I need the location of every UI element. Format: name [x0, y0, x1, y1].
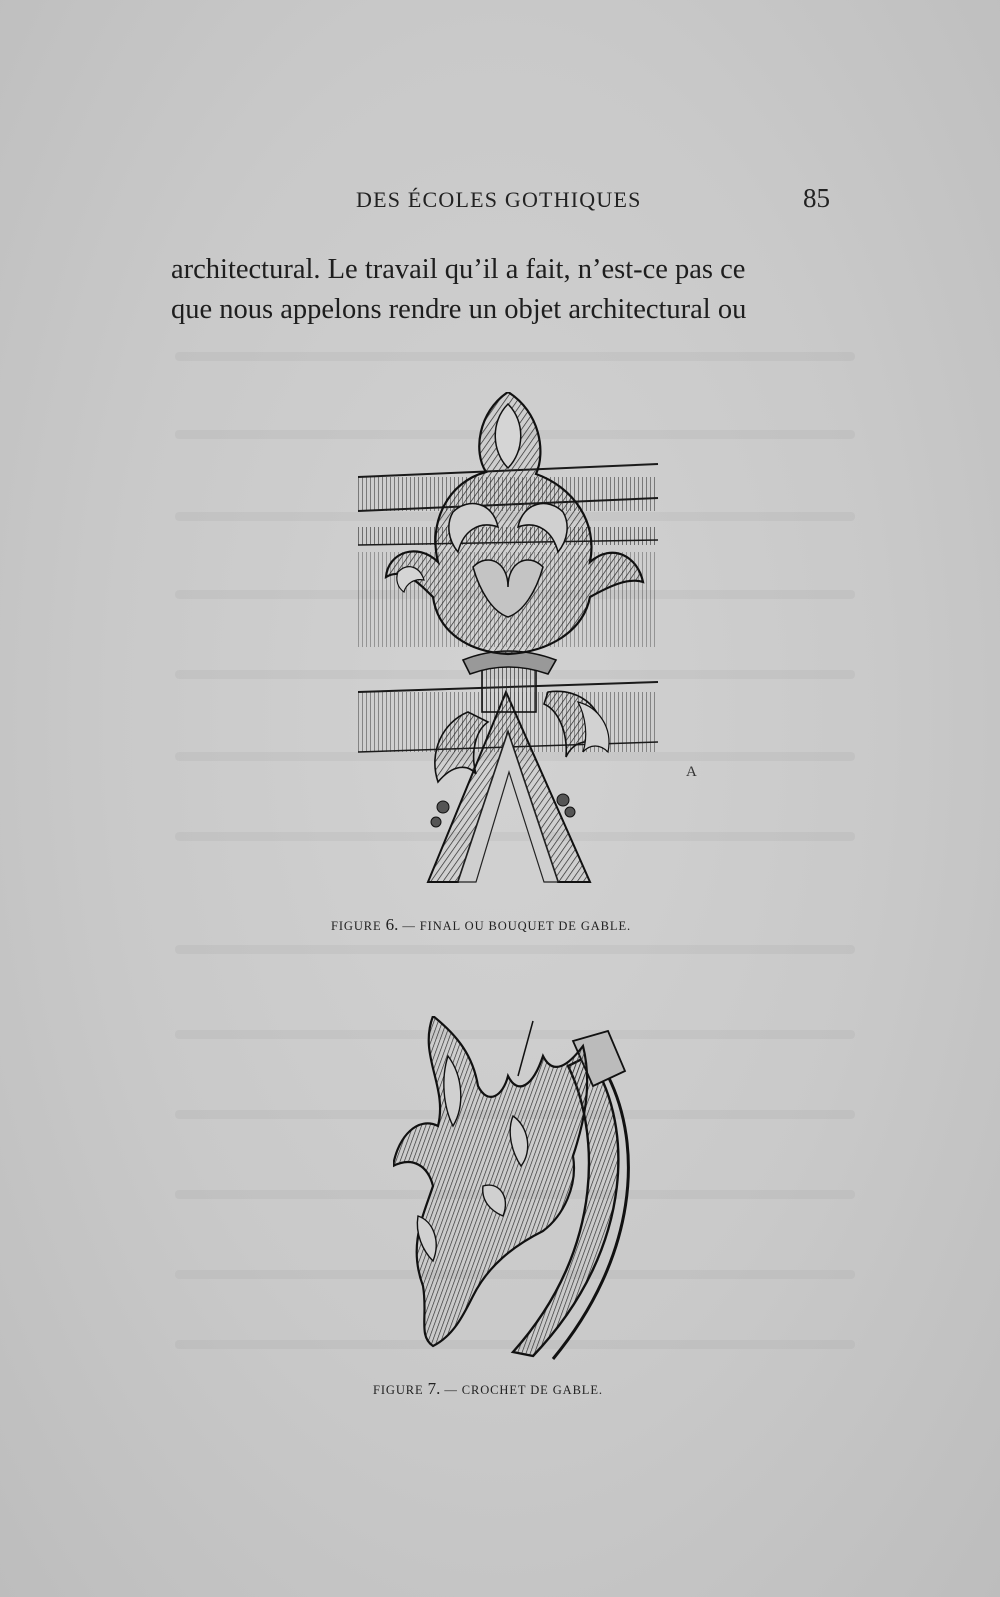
text-line: que nous appelons rendre un objet architectural ou — [171, 294, 747, 325]
caption-label: FIGURE — [331, 919, 382, 933]
bleed-through-line — [175, 352, 855, 361]
figure-7-caption — [373, 1379, 603, 1399]
caption-number: 6. — [385, 915, 399, 934]
text-line: architectural. Le travail qu’il a fait, n’est-ce pas ce — [171, 254, 746, 285]
finial-engraving — [358, 392, 670, 892]
page-number: 85 — [803, 183, 830, 213]
figure-6-caption — [331, 915, 631, 935]
running-head — [170, 183, 840, 219]
caption-text: — CROCHET DE GABLE. — [444, 1383, 603, 1397]
figure-6-finial-illustration — [358, 392, 670, 892]
running-title: DES ÉCOLES GOTHIQUES — [356, 187, 642, 212]
figure-7-crocket-illustration — [393, 1016, 643, 1362]
crocket-engraving — [393, 1016, 643, 1362]
body-text — [171, 250, 843, 330]
caption-number: 7. — [427, 1379, 441, 1398]
caption-label: FIGURE — [373, 1383, 424, 1397]
bleed-through-line — [175, 945, 855, 954]
figure-marker-a: A — [686, 764, 697, 780]
caption-text: — FINAL OU BOUQUET DE GABLE. — [402, 919, 632, 933]
